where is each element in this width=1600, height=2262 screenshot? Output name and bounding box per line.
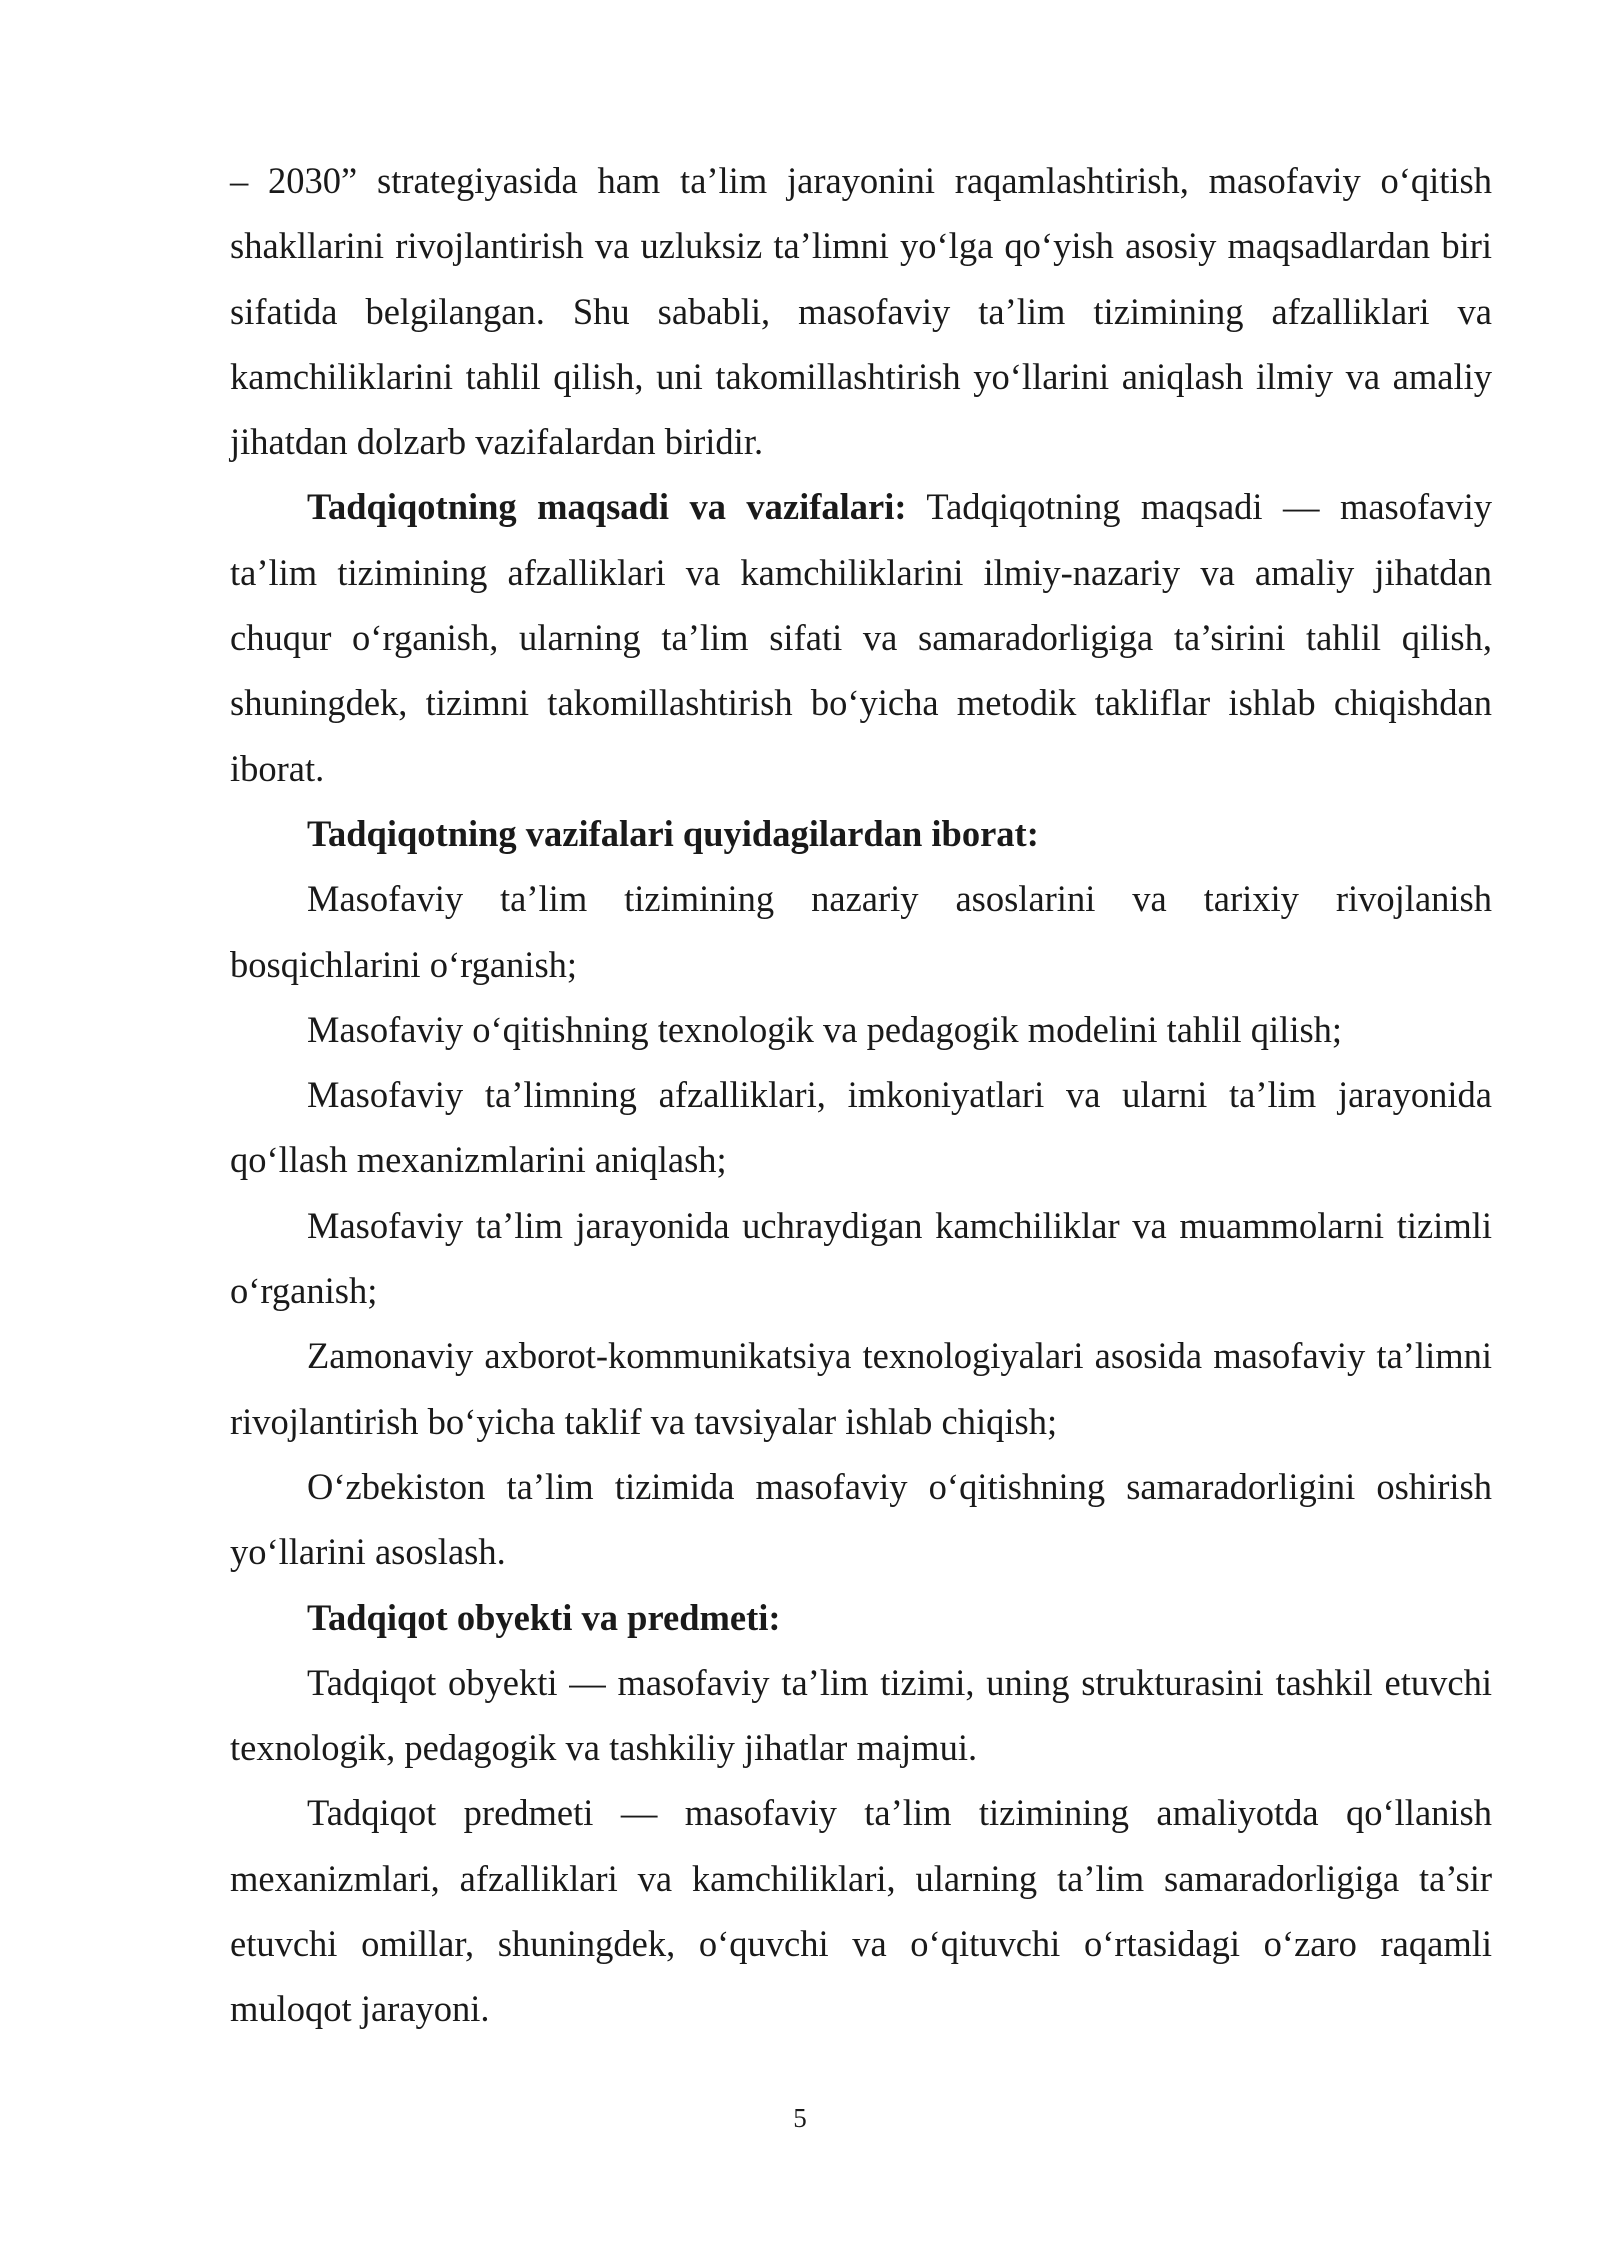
paragraph-intro	[230, 148, 1492, 474]
task-item-text: Zamonaviy axborot-kommunikatsiya texnologiyalari asosida masofaviy ta’limni rivojlantirish bo‘yicha taklif va tavsiyalar ishlab chiqish;	[230, 1335, 1492, 1442]
section-heading-object: Tadqiqot obyekti va predmeti:	[307, 1596, 781, 1638]
task-item	[230, 1454, 1492, 1585]
section-heading-tasks: Tadqiqotning vazifalari quyidagilardan iborat:	[307, 812, 1039, 854]
paragraph-text: Tadqiqot predmeti — masofaviy ta’lim tizimining amaliyotda qo‘llanish mexanizmlari, afzalliklari va kamchiliklari, ularning ta’lim samaradorligiga ta’sir etuvchi omillar, shuningdek, o‘quvchi va o‘qituvchi o‘rtasidagi o‘zaro raqamli muloqot jarayoni.	[230, 1792, 1492, 2030]
task-item	[230, 866, 1492, 997]
paragraph-object-heading	[230, 1585, 1492, 1650]
task-item-text: O‘zbekiston ta’lim tizimida masofaviy o‘qitishning samaradorligini oshirish yo‘llarini asoslash.	[230, 1465, 1492, 1573]
task-item-text: Masofaviy ta’lim jarayonida uchraydigan kamchiliklar va muammolarni tizimli o‘rganish;	[230, 1204, 1492, 1312]
paragraph-subject	[230, 1780, 1492, 2041]
paragraph-object	[230, 1650, 1492, 1781]
document-page	[230, 148, 1492, 2042]
task-item-text: Masofaviy o‘qitishning texnologik va pedagogik modelini tahlil qilish;	[307, 1008, 1343, 1050]
task-item	[230, 1323, 1492, 1454]
task-item-text: Masofaviy ta’limning afzalliklari, imkoniyatlari va ularni ta’lim jarayonida qo‘llash mexanizmlarini aniqlash;	[230, 1074, 1492, 1181]
paragraph-text: Tadqiqotning maqsadi — masofaviy ta’lim tizimining afzalliklari va kamchiliklarini ilmiy-nazariy va amaliy jihatdan chuqur o‘rganish, ularning ta’lim sifati va samaradorligiga ta’sirini tahlil qilish, shuningdek, tizimni takomillashtirish bo‘yicha metodik takliflar ishlab chiqishdan iborat.	[230, 486, 1492, 789]
paragraph-text: – 2030” strategiyasida ham ta’lim jarayonini raqamlashtirish, masofaviy o‘qitish shakllarini rivojlantirish va uzluksiz ta’limni yo‘lga qo‘yish asosiy maqsadlardan biri sifatida belgilangan. Shu sababli, masofaviy ta’lim tizimining afzalliklari va kamchiliklarini tahlil qilish, uni takomillashtirish yo‘llarini aniqlash ilmiy va amaliy jihatdan dolzarb vazifalardan biridir.	[230, 160, 1492, 463]
task-item	[230, 997, 1492, 1062]
section-heading-goal: Tadqiqotning maqsadi va vazifalari:	[307, 486, 907, 528]
page-number: 5	[793, 2103, 807, 2133]
task-item-text: Masofaviy ta’lim tizimining nazariy asoslarini va tarixiy rivojlanish bosqichlarini o‘rganish;	[230, 878, 1492, 985]
task-item	[230, 1193, 1492, 1324]
task-item	[230, 1062, 1492, 1193]
paragraph-tasks-heading	[230, 801, 1492, 866]
paragraph-text: Tadqiqot obyekti — masofaviy ta’lim tizimi, uning strukturasini tashkil etuvchi texnologik, pedagogik va tashkiliy jihatlar majmui.	[230, 1661, 1492, 1769]
paragraph-goal	[230, 474, 1492, 800]
